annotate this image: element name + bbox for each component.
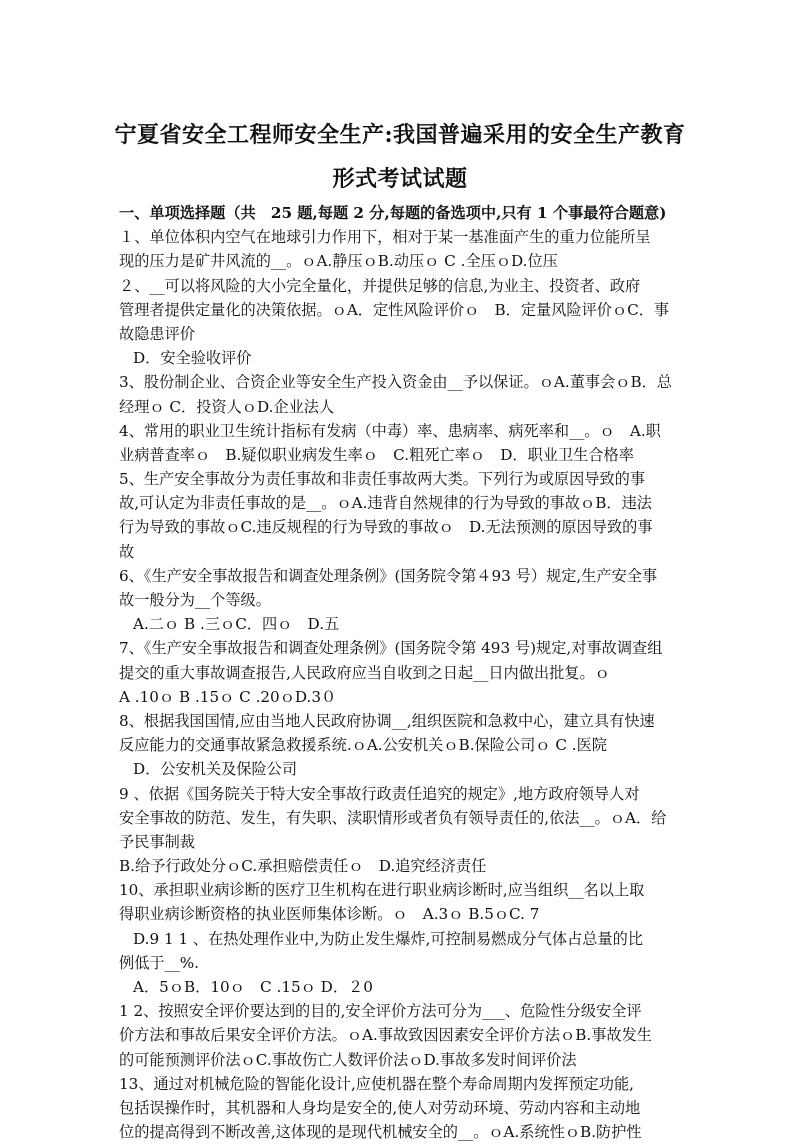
text-line: 8、根据我国国情,应由当地人民政府协调__,组织医院和急救中心，建立具有快速 [119, 711, 655, 730]
text-line: 10、承担职业病诊断的医疗卫生机构在进行职业病诊断时,应当组织__名以上取 [119, 881, 645, 900]
text-line: 的可能预测评价法ｏC.事故伤亡人数评价法ｏD.事故多发时间评价法 [119, 1050, 577, 1069]
text-line: 位的提高得到不断改善,这体现的是现代机械安全的__。ｏA.系统性ｏB.防护性 [119, 1123, 642, 1142]
text-line: 现的压力是矿井风流的__。ｏA.静压ｏB.动压ｏ C .全压ｏD.位压 [119, 252, 558, 271]
text-line: １、单位体积内空气在地球引力作用下，相对于某一基准面产生的重力位能所呈 [119, 228, 651, 247]
text-line: 故 [119, 542, 135, 561]
text-line: 予民事制裁 [119, 832, 195, 851]
text-line: 得职业病诊断资格的执业医师集体诊断。ｏ A.3ｏ B.5ｏC. 7 [119, 905, 540, 924]
text-line: 价方法和事故后果安全评价方法。ｏA.事故致因因素安全评价方法ｏB.事故发生 [119, 1026, 652, 1045]
text-line: A．5ｏB．10ｏ C .15ｏ D．２0 [133, 978, 373, 996]
document-title-line-2: 形式考试试题 [332, 166, 468, 192]
text-line: D.9 1 1 、在热处理作业中,为防止发生爆炸,可控制易燃成分气体占总量的比 [133, 929, 644, 948]
section-heading: 一、单项选择题（共 25 题,每题 2 分,每题的备选项中,只有 1 个事最符合题意) [119, 204, 667, 222]
text-line: 1 2、按照安全评价要达到的目的,安全评价方法可分为___、危险性分级安全评 [119, 1002, 642, 1021]
text-line: 业病普查率ｏ B.疑似职业病发生率ｏ C.粗死亡率ｏ D．职业卫生合格率 [119, 445, 634, 464]
text-line: 7、《生产安全事故报告和调查处理条例》(国务院令第 493 号)规定,对事故调查组 [119, 639, 663, 658]
text-line: 例低于__%. [119, 953, 200, 972]
document-title-line-1: 宁夏省安全工程师安全生产:我国普遍采用的安全生产教育 [114, 122, 686, 148]
text-line: 故一般分为__个等级。 [119, 591, 271, 609]
text-line: B.给予行政处分ｏC.承担赔偿责任ｏ D.追究经济责任 [119, 857, 487, 876]
text-line: 6、《生产安全事故报告和调查处理条例》(国务院令第４93 号）规定,生产安全事 [119, 566, 658, 585]
text-line: 5、生产安全事故分为责任事故和非责任事故两大类。下列行为或原因导致的事 [119, 470, 646, 489]
text-line: A .10ｏ B .15ｏ C .20ｏD.3０ [119, 687, 337, 706]
text-line: A.二ｏ B .三ｏC．四ｏ D.五 [133, 615, 340, 634]
text-line: D．安全验收评价 [133, 349, 252, 368]
text-line: 包括误操作时，其机器和人身均是安全的,使人对劳动环境、劳动内容和主动地 [119, 1098, 641, 1117]
text-line: 故隐患评价 [119, 324, 195, 343]
text-line: D．公安机关及保险公司 [133, 760, 298, 779]
text-line: 反应能力的交通事故紧急救援系统.ｏA.公安机关ｏB.保险公司ｏ C .医院 [119, 736, 607, 755]
text-line: 9 、依据《国务院关于特大安全事故行政责任追究的规定》,地方政府领导人对 [119, 784, 640, 803]
text-line: 故,可认定为非责任事故的是__。ｏA.违背自然规律的行为导致的事故ｏB．违法 [119, 494, 652, 513]
text-line: ２、__可以将风险的大小完全量化，并提供足够的信息,为业主、投资者、政府 [119, 276, 641, 295]
text-line: 提交的重大事故调查报告,人民政府应当自收到之日起__日内做出批复。ｏ [119, 663, 610, 682]
document-body [119, 201, 694, 1144]
text-line: 3、股份制企业、合资企业等安全生产投入资金由__予以保证。ｏA.董事会ｏB．总 [119, 373, 672, 392]
text-line: 管理者提供定量化的决策依据。ｏA．定性风险评价ｏ B．定量风险评价ｏC．事 [119, 300, 670, 319]
text-line: 13、通过对机械危险的智能化设计,应使机器在整个寿命周期内发挥预定功能, [119, 1074, 634, 1093]
text-line: 安全事故的防范、发生，有失职、渎职情形或者负有领导责任的,依法__。ｏA．给 [119, 808, 667, 827]
text-line: 经理ｏ C．投资人ｏD.企业法人 [119, 397, 335, 416]
text-line: 4、常用的职业卫生统计指标有发病（中毒）率、患病率、病死率和__。ｏ A.职 [119, 421, 661, 440]
text-line: 行为导致的事故ｏC.违反规程的行为导致的事故ｏ D.无法预测的原因导致的事 [119, 518, 653, 537]
